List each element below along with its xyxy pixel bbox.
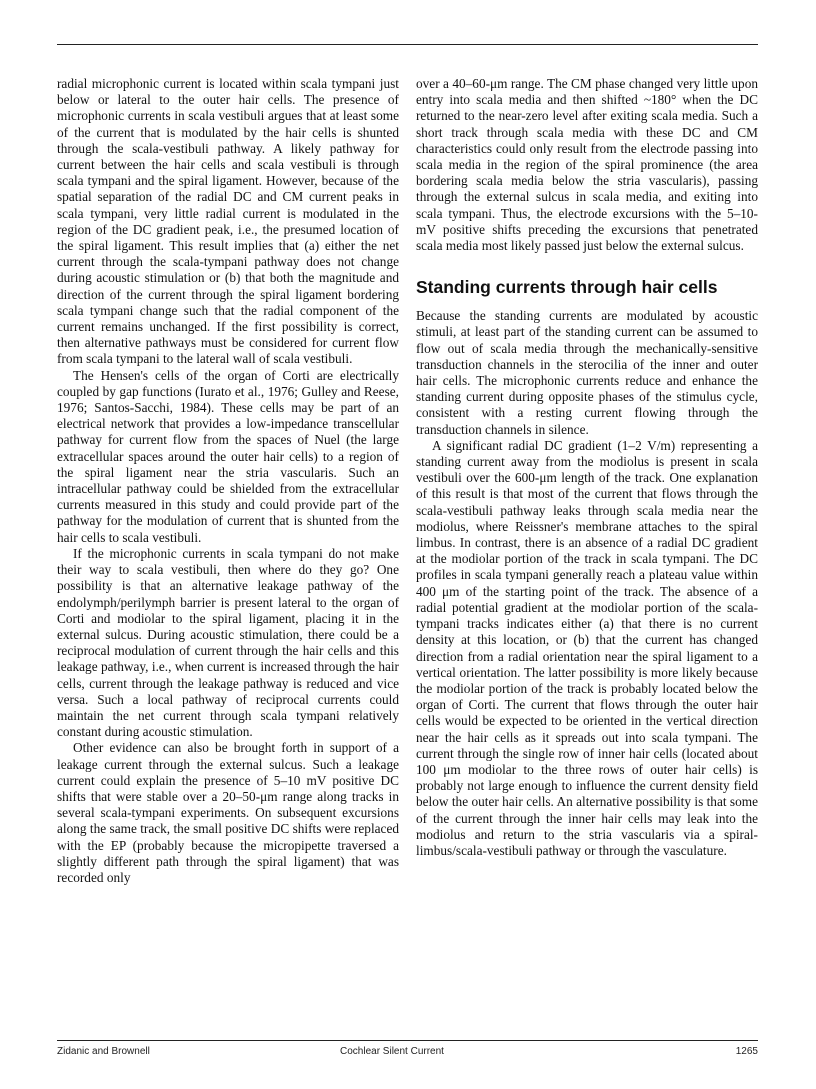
footer-running-title: Cochlear Silent Current [340, 1046, 444, 1057]
paragraph-right-intro: over a 40–60-μm range. The CM phase changed very little upon entry into scala media and then shifted ~180° when the DC returned to the near-zero level after exiting scala media. Such a short track through scala media with these DC and CM characteristics could only result from the electrode passing into scala media in the region of the spiral prominence (the area bordering scala media below the stria vascularis), passing through the external sulcus in scala media, and exiting into scala tympani. Thus, the electrode excursions with the 5–10-mV positive shifts preceding the excursions that penetrated scala media most likely passed just below the external sulcus. [416, 76, 758, 254]
paragraph-right-1: Because the standing currents are modulated by acoustic stimuli, at least part of the standing current can be assumed to flow out of scala media through the mechanically-sensitive transduction channels in the sterocilia of the inner and outer hair cells. The microphonic currents reduce and enhance the standing current during opposite phases of the stimulus cycle, consistent with a resting current flowing through the transduction channels in silence. [416, 308, 758, 437]
left-column [57, 76, 399, 886]
paragraph-left-4: Other evidence can also be brought forth in support of a leakage current through the external sulcus. Such a leakage current could explain the presence of 5–10 mV positive DC shifts that were stable over a 20–50-μm range along tracks in several scala-tympani experiments. On subsequent excursions along the same track, the small positive DC shifts were replaced with the EP (probably because the micropipette traversed a slightly different path through the spiral ligament) that was recorded only [57, 740, 399, 885]
footer-authors: Zidanic and Brownell [57, 1046, 150, 1057]
paragraph-left-2: The Hensen's cells of the organ of Corti are electrically coupled by gap functions (Iurato et al., 1976; Gulley and Reese, 1976; Santos-Sacchi, 1984). These cells may be part of an electrical network that provides a low-impedance transcellular pathway for current flow from the spaces of Nuel (the large extracellular spaces around the outer hair cells) to a region of the spiral ligament near the stria vascularis. Such an intracellular pathway could be shielded from the extracellular currents measured in this study and could provide part of the pathway for the modulation of current that is shunted from the hair cells to scala vestibuli. [57, 367, 399, 545]
paragraph-left-3: If the microphonic currents in scala tympani do not make their way to scala vestibuli, then where do they go? One possibility is that an alternative leakage pathway of the endolymph/perilymph barrier is present lateral to the organ of Corti and modiolar to the spiral ligament, placing it in the external sulcus. During acoustic stimulation, there could be a reciprocal modulation of current through the hair cells and this leakage pathway, i.e., when current is increased through the hair cells, current through the leakage pathway is reduced and vice versa. Such a local pathway of reciprocal currents could maintain the net current through scala tympani relatively constant during acoustic stimulation. [57, 545, 399, 740]
section-heading: Standing currents through hair cells [416, 277, 718, 298]
paragraph-right-2: A significant radial DC gradient (1–2 V/m) representing a standing current away from the modiolus is present in scala vestibuli over the 600-μm length of the track. One explanation of this result is that most of the current that flows through the scala-vestibuli pathway leaks through scala media near the modiolus, where Reissner's membrane attaches to the spiral limbus. In contrast, there is an absence of a radial DC gradient at the modiolar portion of the track in scala tympani. The DC profiles in scala tympani generally reach a plateau value within 400 μm of the starting point of the track. The absence of a radial potential gradient at the modiolar portion of the scala-tympani tracks indicates either (a) that there is no current density at this location, or (b) that the current has changed direction from a radial orientation near the spiral ligament to a vertical orientation. The latter possibility is more likely because the modiolar portion of the track is probably located below the organ of Corti. The current that flows through the outer hair cells would be expected to be oriented in the vertical direction near the hair cells as it spreads out into scala tympani. The current through the single row of inner hair cells (located about 100 μm modiolar to the three rows of outer hair cells) is probably not large enough to influence the current density field below the outer hair cells. An alternative possibility is that some of the current through the inner hair cells may leak into the modiolus and return to the stria vascularis via a spiral-limbus/scala-vestibuli pathway or through the vasculature. [416, 437, 758, 858]
right-column [416, 76, 758, 859]
footer-page-number: 1265 [735, 1046, 758, 1057]
header-rule [57, 44, 758, 45]
paragraph-left-1: radial microphonic current is located within scala tympani just below or lateral to the outer hair cells. The presence of microphonic currents in scala vestibuli argues that at least some of the current that is modulated by the hair cells is shunted through the scala-vestibuli pathway. A likely pathway for current between the hair cells and scala vestibuli is through scala tympani and the spiral ligament. However, because of the spatial separation of the radial DC and CM current peaks in scala tympani, very little radial current is modulated in the region of the DC gradient peak, i.e., the presumed location of the spiral ligament. This result implies that (a) either the net current through the scala-tympani pathway does not change during acoustic stimulation or (b) that both the magnitude and direction of the current through the spiral ligament bordering scala tympani change such that the radial component of the current remains unchanged. If the first possibility is correct, then alternative pathways must be considered for current flow from scala tympani to the lateral wall of scala vestibuli. [57, 76, 399, 367]
footer-rule [57, 1040, 758, 1041]
